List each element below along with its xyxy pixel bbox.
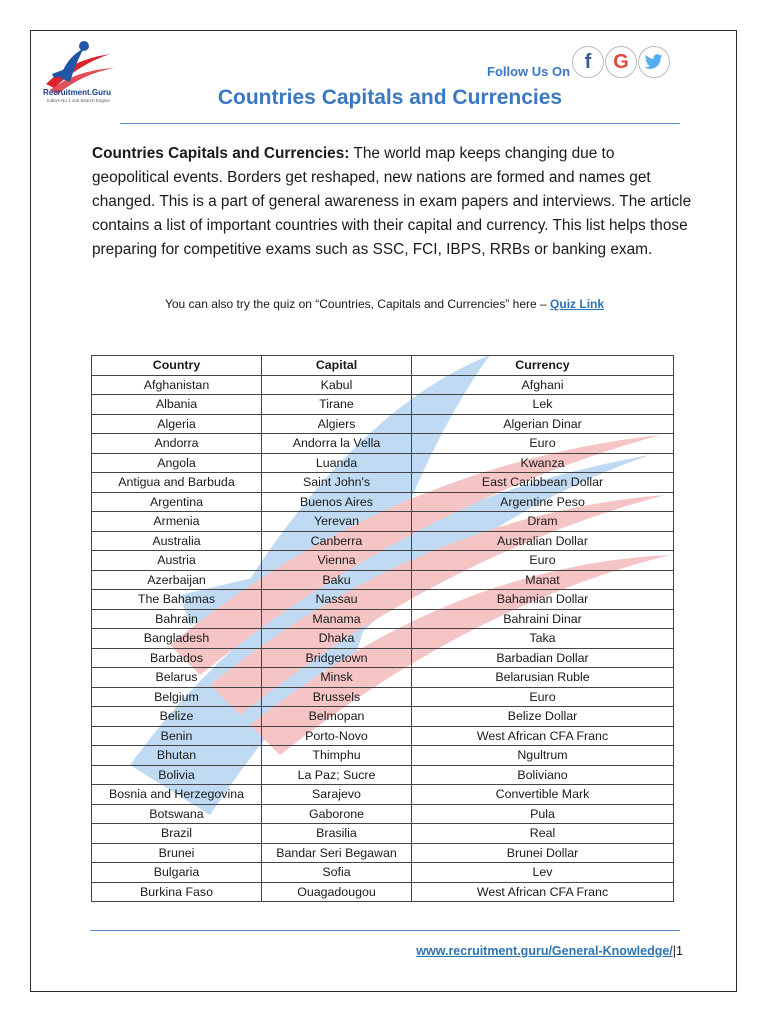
cell-currency: East Caribbean Dollar xyxy=(412,473,674,493)
cell-capital: Luanda xyxy=(262,453,412,473)
cell-country: Antigua and Barbuda xyxy=(92,473,262,493)
cell-capital: Algiers xyxy=(262,414,412,434)
cell-currency: Afghani xyxy=(412,375,674,395)
cell-capital: Saint John's xyxy=(262,473,412,493)
header-currency: Currency xyxy=(412,356,674,376)
table-row xyxy=(92,453,674,473)
cell-country: Bolivia xyxy=(92,765,262,785)
quiz-link[interactable]: Quiz Link xyxy=(550,297,605,311)
cell-capital: Sofia xyxy=(262,863,412,883)
cell-currency: Euro xyxy=(412,551,674,571)
logo-tagline: India's No.1 Job Search Engine xyxy=(47,98,110,103)
cell-country: Burkina Faso xyxy=(92,882,262,902)
cell-capital: Andorra la Vella xyxy=(262,434,412,454)
intro-body: The world map keeps changing due to geopolitical events. Borders get reshaped, new nations are formed and names get changed. This is a part of general awareness in exam papers and interviews. The article contains a list of important countries with their capital and currency. This list helps those preparing for competitive exams such as SSC, FCI, IBPS, RRBs or banking exam. xyxy=(92,145,692,258)
table-row xyxy=(92,804,674,824)
cell-country: Bhutan xyxy=(92,746,262,766)
cell-currency: Belize Dollar xyxy=(412,707,674,727)
cell-currency: Barbadian Dollar xyxy=(412,648,674,668)
cell-country: Afghanistan xyxy=(92,375,262,395)
table-row xyxy=(92,785,674,805)
cell-country: Belize xyxy=(92,707,262,727)
cell-capital: Sarajevo xyxy=(262,785,412,805)
table-row xyxy=(92,648,674,668)
cell-capital: Thimphu xyxy=(262,746,412,766)
cell-capital: Minsk xyxy=(262,668,412,688)
cell-currency: Bahraini Dinar xyxy=(412,609,674,629)
table-row xyxy=(92,531,674,551)
cell-currency: Pula xyxy=(412,804,674,824)
cell-capital: Porto-Novo xyxy=(262,726,412,746)
table-row xyxy=(92,824,674,844)
cell-country: Bahrain xyxy=(92,609,262,629)
twitter-icon[interactable] xyxy=(638,46,670,78)
quiz-text: You can also try the quiz on “Countries, Capitals and Currencies” here – xyxy=(164,297,551,311)
cell-capital: Belmopan xyxy=(262,707,412,727)
cell-capital: Gaborone xyxy=(262,804,412,824)
cell-country: Azerbaijan xyxy=(92,570,262,590)
page-number: 1 xyxy=(676,944,683,958)
cell-currency: Lek xyxy=(412,395,674,415)
cell-country: Brunei xyxy=(92,843,262,863)
cell-country: Argentina xyxy=(92,492,262,512)
cell-capital: Manama xyxy=(262,609,412,629)
cell-country: Australia xyxy=(92,531,262,551)
table-row xyxy=(92,375,674,395)
cell-currency: Kwanza xyxy=(412,453,674,473)
countries-table xyxy=(91,355,674,902)
footer-separator: | xyxy=(672,944,677,958)
facebook-icon[interactable]: f xyxy=(572,46,604,78)
table-row xyxy=(92,668,674,688)
cell-capital: Brussels xyxy=(262,687,412,707)
table-row xyxy=(92,863,674,883)
quiz-line xyxy=(92,297,677,311)
table-row xyxy=(92,843,674,863)
cell-country: Belarus xyxy=(92,668,262,688)
table-row xyxy=(92,395,674,415)
cell-currency: Real xyxy=(412,824,674,844)
cell-capital: Dhaka xyxy=(262,629,412,649)
table-row xyxy=(92,414,674,434)
table-body xyxy=(92,375,674,902)
cell-country: Brazil xyxy=(92,824,262,844)
table-row xyxy=(92,707,674,727)
header-country: Country xyxy=(92,356,262,376)
cell-currency: Euro xyxy=(412,434,674,454)
logo-text: Recruitment.Guru xyxy=(43,88,112,97)
header-capital: Capital xyxy=(262,356,412,376)
cell-capital: Kabul xyxy=(262,375,412,395)
cell-country: The Bahamas xyxy=(92,590,262,610)
cell-currency: Ngultrum xyxy=(412,746,674,766)
cell-capital: Yerevan xyxy=(262,512,412,532)
table-row xyxy=(92,590,674,610)
cell-country: Bangladesh xyxy=(92,629,262,649)
cell-currency: Convertible Mark xyxy=(412,785,674,805)
table-row xyxy=(92,687,674,707)
cell-country: Benin xyxy=(92,726,262,746)
table-row xyxy=(92,629,674,649)
table-row xyxy=(92,434,674,454)
cell-country: Austria xyxy=(92,551,262,571)
cell-capital: Vienna xyxy=(262,551,412,571)
cell-currency: Belarusian Ruble xyxy=(412,668,674,688)
cell-country: Belgium xyxy=(92,687,262,707)
intro-lead: Countries Capitals and Currencies: xyxy=(92,145,350,162)
cell-country: Armenia xyxy=(92,512,262,532)
follow-us-label: Follow Us On xyxy=(487,64,571,79)
cell-currency: Euro xyxy=(412,687,674,707)
table-row xyxy=(92,570,674,590)
cell-currency: Australian Dollar xyxy=(412,531,674,551)
cell-currency: Algerian Dinar xyxy=(412,414,674,434)
cell-capital: Nassau xyxy=(262,590,412,610)
title-divider xyxy=(120,123,680,124)
intro-paragraph xyxy=(92,142,692,262)
cell-capital: Brasilia xyxy=(262,824,412,844)
table-row xyxy=(92,765,674,785)
cell-currency: Boliviano xyxy=(412,765,674,785)
cell-currency: West African CFA Franc xyxy=(412,726,674,746)
cell-capital: Canberra xyxy=(262,531,412,551)
cell-country: Algeria xyxy=(92,414,262,434)
cell-country: Bosnia and Herzegovina xyxy=(92,785,262,805)
cell-currency: Brunei Dollar xyxy=(412,843,674,863)
cell-currency: West African CFA Franc xyxy=(412,882,674,902)
table-row xyxy=(92,746,674,766)
cell-capital: Tirane xyxy=(262,395,412,415)
document-title: Countries Capitals and Currencies xyxy=(217,86,563,109)
cell-country: Albania xyxy=(92,395,262,415)
cell-currency: Lev xyxy=(412,863,674,883)
footer-divider xyxy=(90,930,680,931)
cell-currency: Argentine Peso xyxy=(412,492,674,512)
table-row xyxy=(92,609,674,629)
cell-capital: Ouagadougou xyxy=(262,882,412,902)
table-row xyxy=(92,882,674,902)
cell-country: Andorra xyxy=(92,434,262,454)
footer-link[interactable]: www.recruitment.guru/General-Knowledge/ xyxy=(416,944,673,958)
cell-capital: Baku xyxy=(262,570,412,590)
table-header-row xyxy=(92,356,674,376)
cell-capital: Bridgetown xyxy=(262,648,412,668)
cell-capital: Buenos Aires xyxy=(262,492,412,512)
table-row xyxy=(92,726,674,746)
google-plus-icon[interactable]: G xyxy=(605,46,637,78)
footer xyxy=(416,944,683,958)
table-row xyxy=(92,473,674,493)
table-row xyxy=(92,512,674,532)
cell-currency: Taka xyxy=(412,629,674,649)
cell-capital: La Paz; Sucre xyxy=(262,765,412,785)
cell-currency: Manat xyxy=(412,570,674,590)
cell-currency: Dram xyxy=(412,512,674,532)
cell-country: Barbados xyxy=(92,648,262,668)
cell-capital: Bandar Seri Begawan xyxy=(262,843,412,863)
table-row xyxy=(92,492,674,512)
cell-country: Botswana xyxy=(92,804,262,824)
cell-currency: Bahamian Dollar xyxy=(412,590,674,610)
cell-country: Angola xyxy=(92,453,262,473)
cell-country: Bulgaria xyxy=(92,863,262,883)
table-row xyxy=(92,551,674,571)
